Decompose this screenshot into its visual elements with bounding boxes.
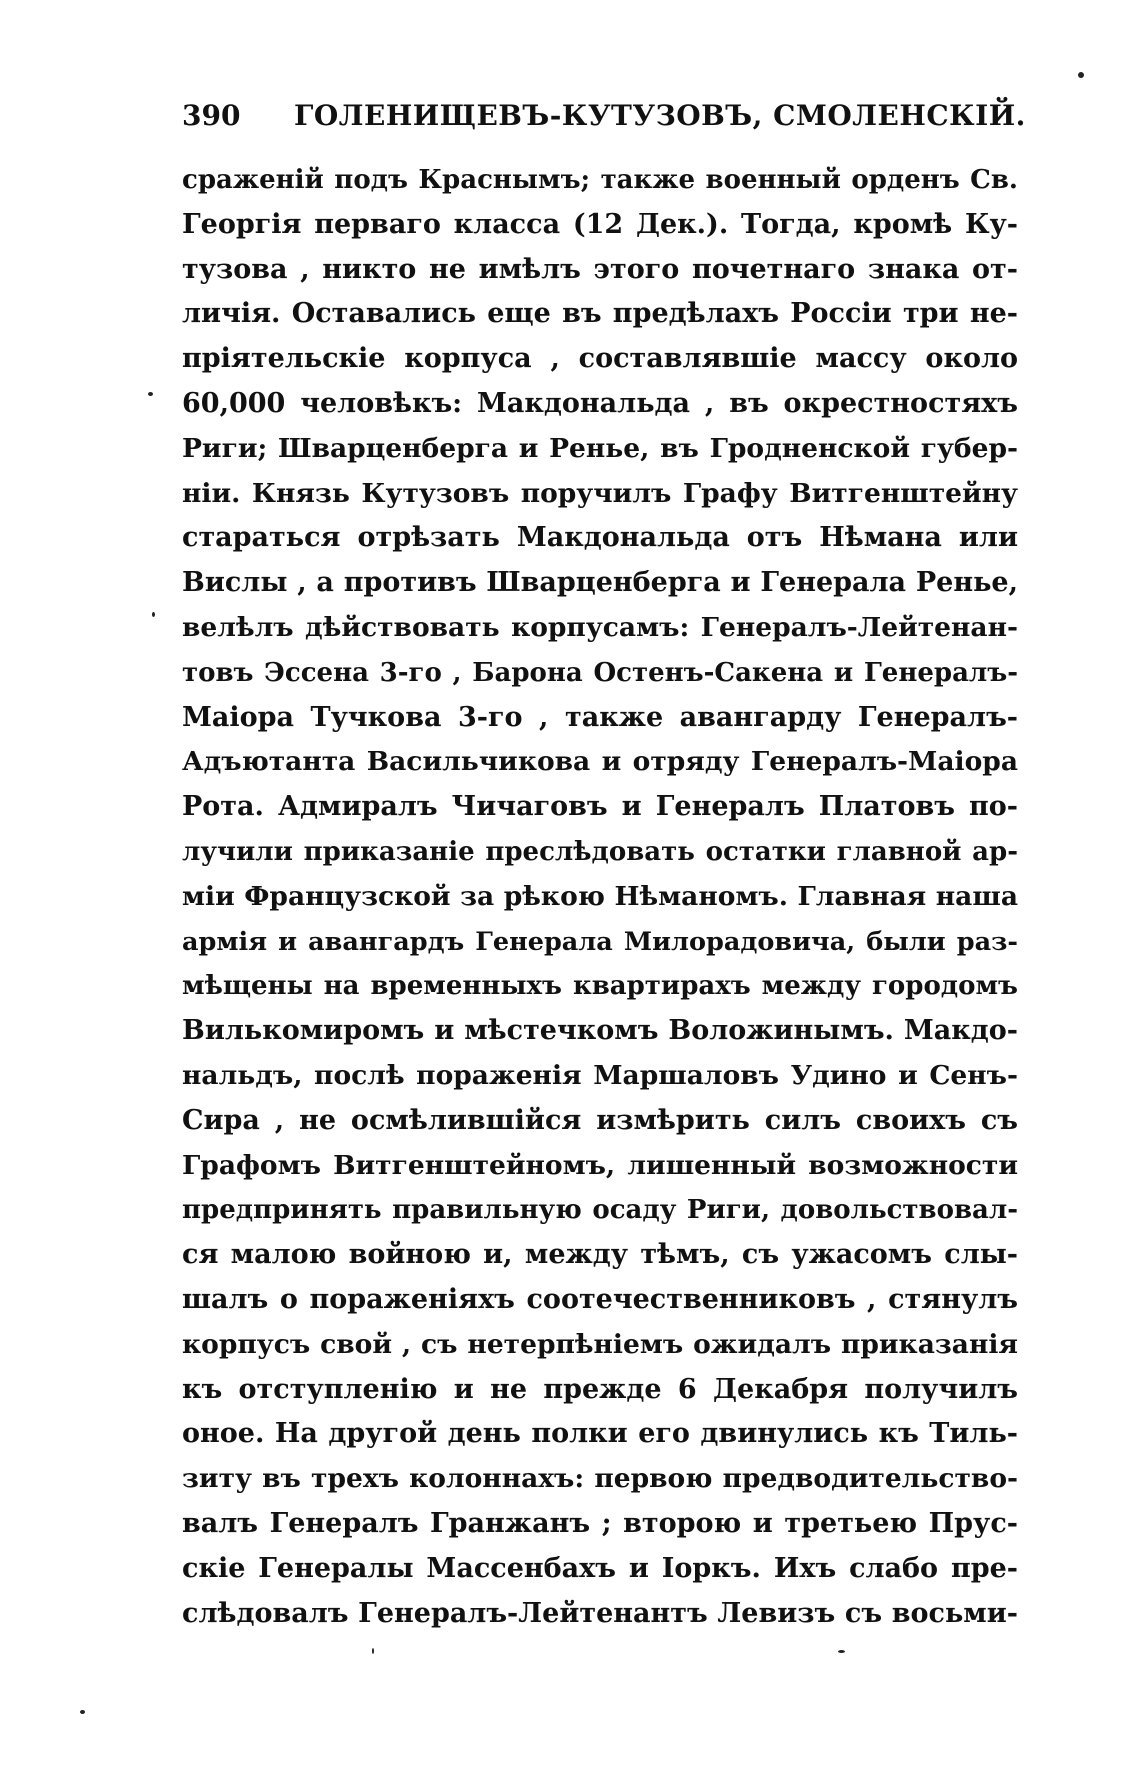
text-line: личія. Оставались еще въ предѣлахъ Россіи три не-: [182, 298, 1018, 330]
text-line: Графомъ Витгенштейномъ, лишенный возможности: [182, 1149, 1018, 1181]
text-line: сраженій подъ Краснымъ; также военный орденъ Св.: [182, 165, 1018, 195]
text-line: товъ Эссена 3-го , Барона Остенъ-Сакена и Генералъ-: [182, 657, 1018, 688]
scan-speck: [838, 1650, 845, 1653]
text-line: Вилькомиромъ и мѣстечкомъ Воложинымъ. Макдо-: [182, 1015, 1018, 1047]
text-line: тузова , никто не имѣлъ этого почетнаго знака от-: [182, 253, 1018, 285]
body-text: [182, 158, 1018, 1636]
text-line: къ отступленію и не прежде 6 Декабря получилъ: [182, 1373, 1018, 1405]
scan-speck: [372, 1648, 374, 1654]
text-line: пріятельскіе корпуса , составлявшіе массу около: [182, 343, 1018, 375]
text-line: 60,000 человѣкъ: Макдональда , въ окрестностяхъ: [182, 387, 1018, 419]
scan-speck: [152, 612, 155, 617]
text-line: Георгія перваго класса (12 Дек.). Тогда, кромѣ Ку-: [182, 208, 1018, 240]
text-line: предпринять правильную осаду Риги, довольствовал-: [182, 1195, 1018, 1226]
scan-speck: [148, 392, 153, 396]
text-line: зиту въ трехъ колоннахъ: первою предводительство-: [182, 1463, 1018, 1495]
text-line: Адъютанта Васильчикова и отряду Генералъ-Маіора: [182, 746, 1018, 778]
text-line: армія и авангардъ Генерала Милорадовича, были раз-: [182, 926, 1018, 957]
text-line: слѣдовалъ Генералъ-Лейтенантъ Левизъ съ восьми-: [182, 1597, 1018, 1629]
text-line: Сира , не осмѣлившійся измѣрить силъ своихъ съ: [182, 1104, 1018, 1136]
page-number: 390: [182, 99, 241, 132]
text-line: стараться отрѣзать Макдональда отъ Нѣмана или: [182, 522, 1018, 554]
text-line: ся малою войною и, между тѣмъ, съ ужасомъ слы-: [182, 1239, 1018, 1271]
text-line: Рота. Адмиралъ Чичаговъ и Генералъ Платовъ по-: [182, 791, 1018, 823]
text-line: міи Французской за рѣкою Нѣманомъ. Главная наша: [182, 880, 1018, 912]
running-title: ГОЛЕНИЩЕВЪ-КУТУЗОВЪ, СМОЛЕНСКІЙ.: [294, 99, 1026, 132]
text-line: велѣлъ дѣйствовать корпусамъ: Генералъ-Лейтенан-: [182, 611, 1018, 643]
text-line: Вислы , а противъ Шварценберга и Генерала Ренье,: [182, 567, 1018, 599]
text-line: Маіора Тучкова 3-го , также авангарду Генералъ-: [182, 701, 1018, 733]
text-line: ніи. Князь Кутузовъ поручилъ Графу Витгенштейну: [182, 477, 1018, 509]
text-line: скіе Генералы Массенбахъ и Іоркъ. Ихъ слабо пре-: [182, 1552, 1018, 1584]
text-line: шалъ о пораженіяхъ соотечественниковъ , стянулъ: [182, 1283, 1018, 1315]
text-line: валъ Генералъ Гранжанъ ; второю и третьею Прус-: [182, 1507, 1018, 1539]
scan-speck: [1078, 72, 1084, 78]
running-head: [182, 96, 1026, 136]
text-line: корпусъ свой , съ нетерпѣніемъ ожидалъ приказанія: [182, 1328, 1018, 1360]
text-line: нальдъ, послѣ пораженія Маршаловъ Удино и Сенъ-: [182, 1059, 1018, 1091]
text-line: Риги; Шварценберга и Ренье, въ Гродненской губер-: [182, 432, 1018, 464]
scan-speck: [80, 1710, 85, 1714]
text-line: оное. На другой день полки его двинулись къ Тиль-: [182, 1418, 1018, 1450]
text-line: лучили приказаніе преслѣдовать остатки главной ар-: [182, 836, 1018, 867]
text-line: мѣщены на временныхъ квартирахъ между городомъ: [182, 971, 1018, 1002]
